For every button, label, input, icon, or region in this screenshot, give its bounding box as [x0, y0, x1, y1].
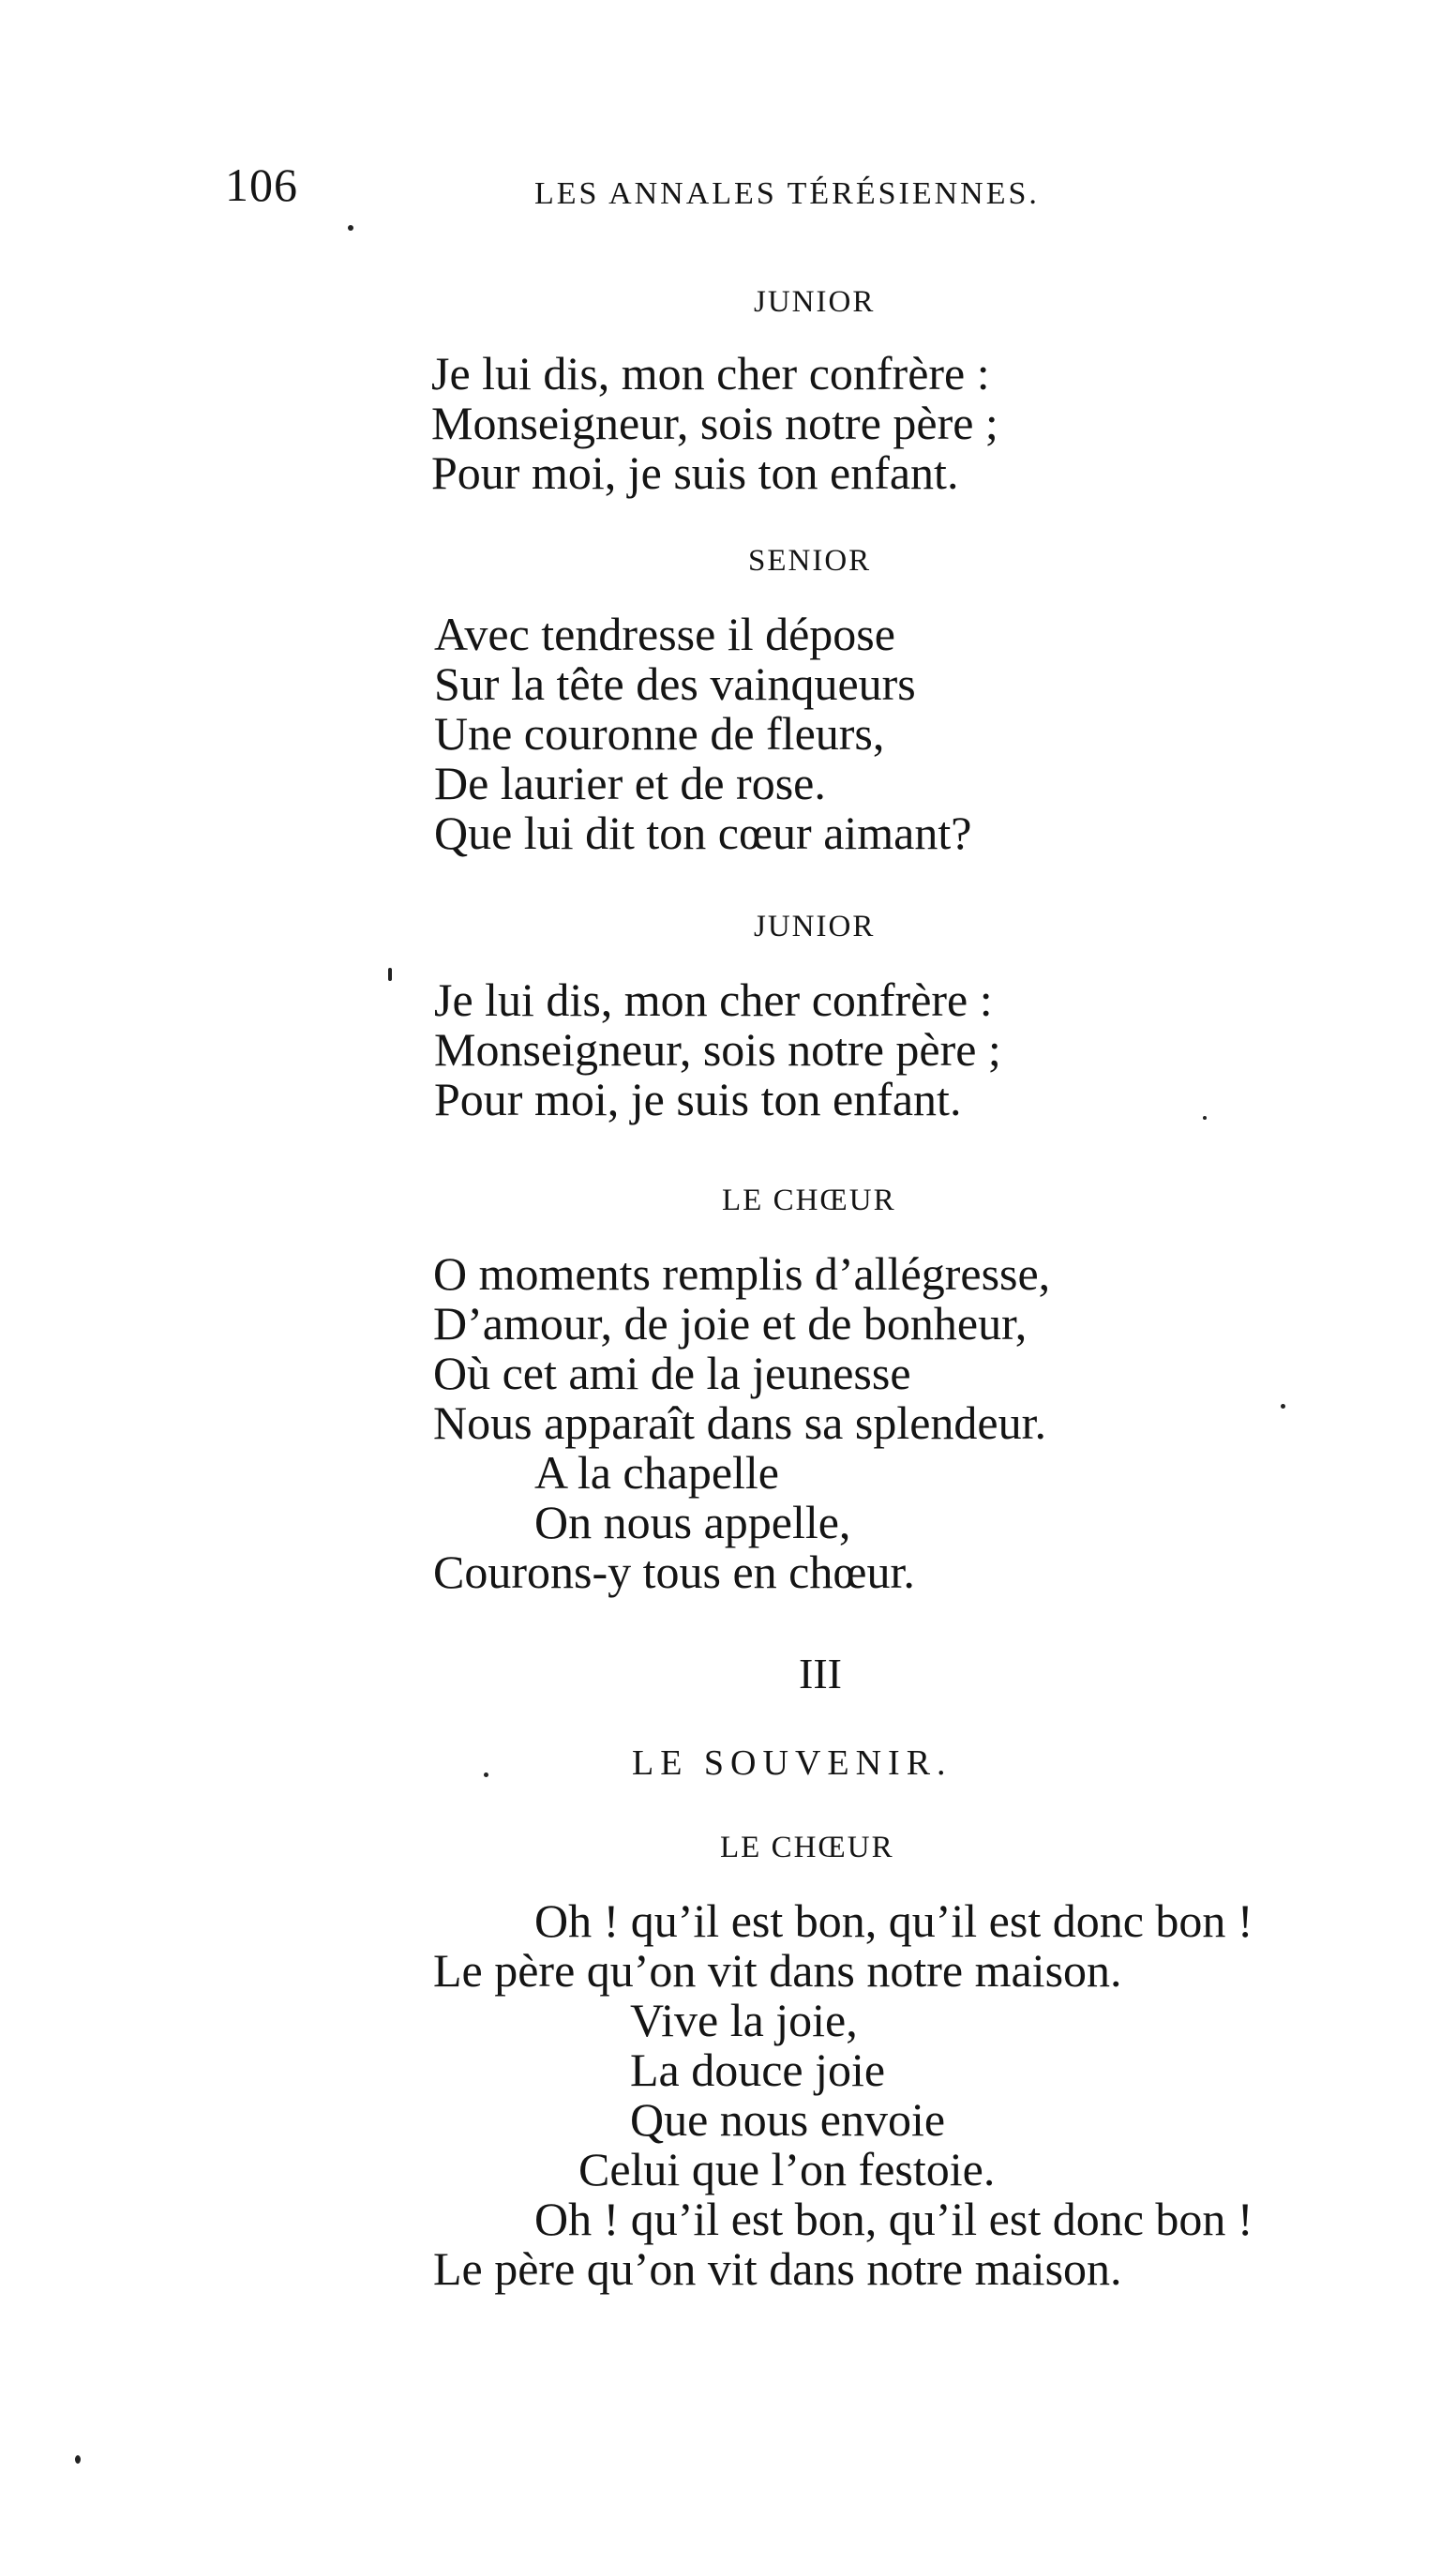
- speaker-label-choeur-1: LE CHŒUR: [722, 1184, 896, 1217]
- verse-line: De laurier et de rose.: [434, 757, 826, 809]
- verse-junior-2: [434, 975, 1001, 1124]
- ink-speck: [484, 1772, 488, 1777]
- verse-line: Avec tendresse il dépose: [434, 608, 895, 660]
- verse-line: Où cet ami de la jeunesse: [433, 1347, 911, 1399]
- ink-speck: [1203, 1116, 1207, 1120]
- speaker-label-junior-1: JUNIOR: [754, 285, 876, 319]
- verse-line: A la chapelle: [534, 1446, 779, 1499]
- speaker-label-senior: SENIOR: [748, 544, 872, 578]
- verse-line: Oh ! qu’il est bon, qu’il est donc bon !: [534, 2193, 1253, 2245]
- verse-line: On nous appelle,: [534, 1496, 851, 1548]
- verse-line: La douce joie: [630, 2044, 886, 2096]
- verse-line: O moments remplis d’allégresse,: [433, 1247, 1051, 1300]
- section-numeral: III: [799, 1650, 842, 1697]
- verse-line: Oh ! qu’il est bon, qu’il est donc bon !: [534, 1894, 1253, 1947]
- running-title: LES ANNALES TÉRÉSIENNES.: [534, 176, 1040, 211]
- ink-speck: [1281, 1404, 1285, 1409]
- verse-line: Monseigneur, sois notre père ;: [431, 397, 998, 449]
- ink-speck: [388, 968, 392, 981]
- page-number: 106: [225, 158, 298, 211]
- speaker-label-choeur-2: LE CHŒUR: [720, 1831, 894, 1864]
- ink-speck: [75, 2455, 81, 2464]
- speaker-label-junior-2: JUNIOR: [754, 910, 876, 943]
- verse-souvenir: [433, 1896, 1253, 2294]
- verse-line: Je lui dis, mon cher confrère :: [431, 347, 990, 400]
- ink-speck: [348, 225, 353, 231]
- verse-line: D’amour, de joie et de bonheur,: [433, 1297, 1028, 1350]
- verse-line: Courons-y tous en chœur.: [433, 1546, 915, 1598]
- verse-line: Pour moi, je suis ton enfant.: [431, 446, 959, 499]
- verse-line: Que nous envoie: [630, 2093, 946, 2146]
- verse-line: Je lui dis, mon cher confrère :: [434, 973, 993, 1026]
- verse-line: Le père qu’on vit dans notre maison.: [433, 2242, 1122, 2295]
- verse-line: Une couronne de fleurs,: [434, 707, 885, 760]
- verse-line: Que lui dit ton cœur aimant?: [434, 807, 972, 859]
- verse-line: Celui que l’on festoie.: [578, 2143, 996, 2195]
- verse-line: Vive la joie,: [630, 1994, 858, 2046]
- verse-senior: [434, 610, 971, 858]
- verse-junior-1: [431, 349, 998, 498]
- section-title: LE SOUVENIR.: [632, 1743, 953, 1783]
- verse-line: Monseigneur, sois notre père ;: [434, 1023, 1001, 1076]
- verse-line: Sur la tête des vainqueurs: [434, 657, 916, 710]
- verse-line: Nous apparaît dans sa splendeur.: [433, 1396, 1047, 1449]
- verse-line: Pour moi, je suis ton enfant.: [434, 1073, 962, 1125]
- verse-choeur-1: [433, 1249, 1050, 1597]
- verse-line: Le père qu’on vit dans notre maison.: [433, 1944, 1122, 1997]
